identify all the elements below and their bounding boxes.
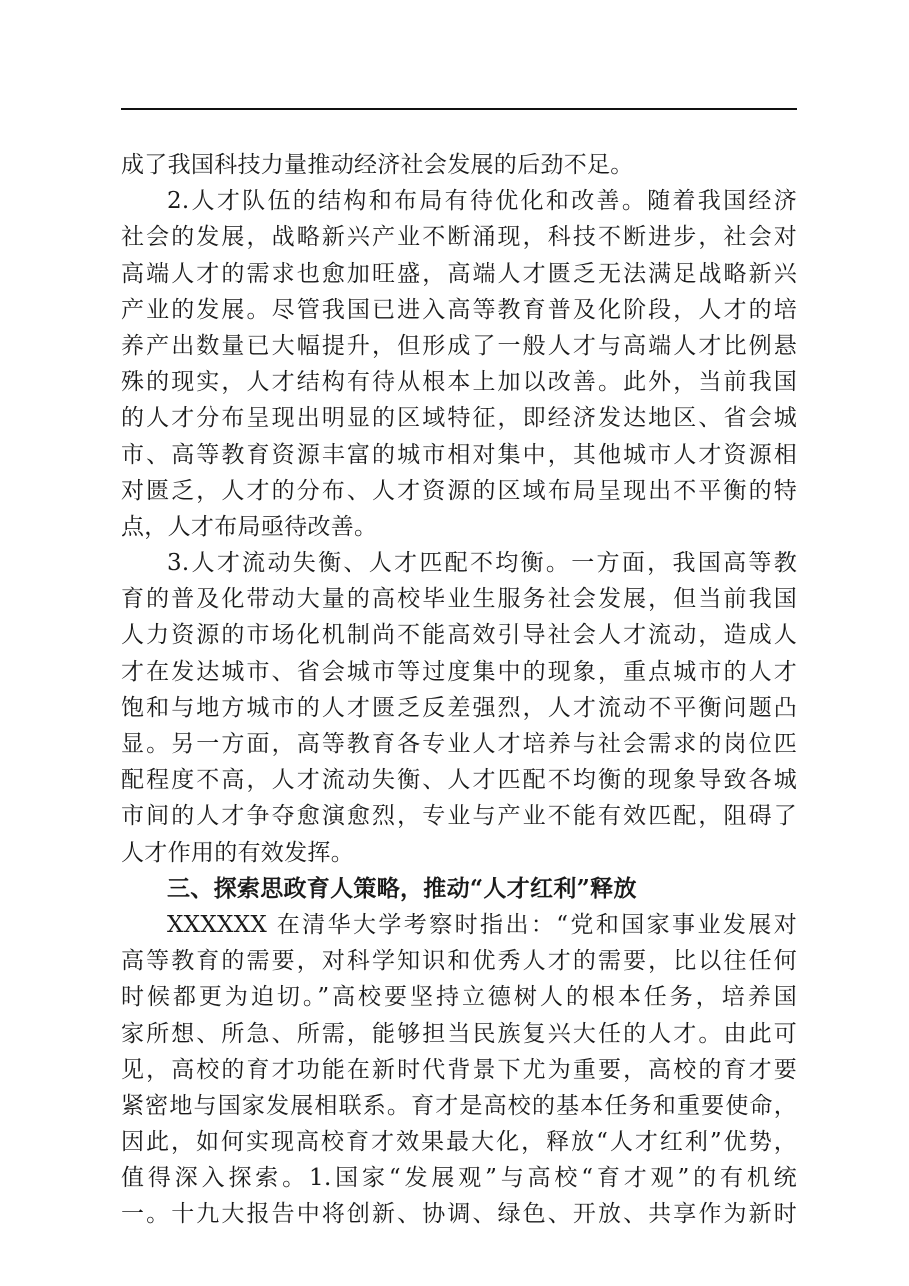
text-line: 一。十九大报告中将创新、协调、绿色、开放、共享作为新时	[121, 1201, 797, 1228]
text-line: 的人才分布呈现出明显的区域特征，即经济发达地区、省会城	[121, 405, 797, 432]
text-line: 饱和与地方城市的人才匮乏反差强烈，人才流动不平衡问题凸	[121, 694, 797, 721]
text-line: 值得深入探索。1.国家“发展观”与高校“育才观”的有机统	[121, 1165, 797, 1192]
section-heading: 三、探索思政育人策略，推动“人才红利”释放	[167, 874, 637, 902]
text-line: 高端人才的需求也愈加旺盛，高端人才匮乏无法满足战略新兴	[121, 260, 797, 287]
text-line: 人才作用的有效发挥。	[121, 839, 354, 866]
text-line: 殊的现实，人才结构有待从根本上加以改善。此外，当前我国	[121, 369, 797, 396]
text-line: 家所想、所急、所需，能够担当民族复兴大任的人才。由此可	[121, 1020, 797, 1047]
text-line: 才在发达城市、省会城市等过度集中的现象，重点城市的人才	[121, 658, 797, 685]
text-line: 配程度不高，人才流动失衡、人才匹配不均衡的现象导致各城	[121, 767, 797, 794]
header-rule	[121, 108, 797, 110]
text-line: 社会的发展，战略新兴产业不断涌现，科技不断进步，社会对	[121, 224, 797, 251]
text-line: 2.人才队伍的结构和布局有待优化和改善。随着我国经济	[167, 188, 797, 215]
text-line: 产业的发展。尽管我国已进入高等教育普及化阶段，人才的培	[121, 296, 797, 323]
text-line: 见，高校的育才功能在新时代背景下尤为重要，高校的育才要	[121, 1056, 797, 1083]
text-line: 市、高等教育资源丰富的城市相对集中，其他城市人才资源相	[121, 441, 797, 468]
text-line: 点，人才布局亟待改善。	[121, 513, 378, 540]
text-line: XXXXXX 在清华大学考察时指出：“党和国家事业发展对	[167, 911, 797, 938]
text-line: 对匮乏，人才的分布、人才资源的区域布局呈现出不平衡的特	[121, 477, 797, 504]
text-line: 显。另一方面，高等教育各专业人才培养与社会需求的岗位匹	[121, 731, 797, 757]
text-line: 育的普及化带动大量的高校毕业生服务社会发展，但当前我国	[121, 586, 797, 613]
text-line: 紧密地与国家发展相联系。育才是高校的基本任务和重要使命，	[121, 1092, 797, 1119]
text-line: 成了我国科技力量推动经济社会发展的后劲不足。	[121, 152, 634, 178]
text-line: 市间的人才争夺愈演愈烈，专业与产业不能有效匹配，阻碍了	[121, 803, 797, 830]
text-line: 3.人才流动失衡、人才匹配不均衡。一方面，我国高等教	[167, 550, 797, 577]
text-line: 时候都更为迫切。”高校要坚持立德树人的根本任务，培养国	[121, 984, 797, 1011]
text-line: 人力资源的市场化机制尚不能高效引导社会人才流动，造成人	[121, 622, 797, 649]
text-line: 高等教育的需要，对科学知识和优秀人才的需要，比以往任何	[121, 948, 797, 975]
text-line: 养产出数量已大幅提升，但形成了一般人才与高端人才比例悬	[121, 332, 797, 359]
document-body	[121, 147, 797, 1233]
text-line: 因此，如何实现高校育才效果最大化，释放“人才红利”优势，	[121, 1129, 797, 1156]
